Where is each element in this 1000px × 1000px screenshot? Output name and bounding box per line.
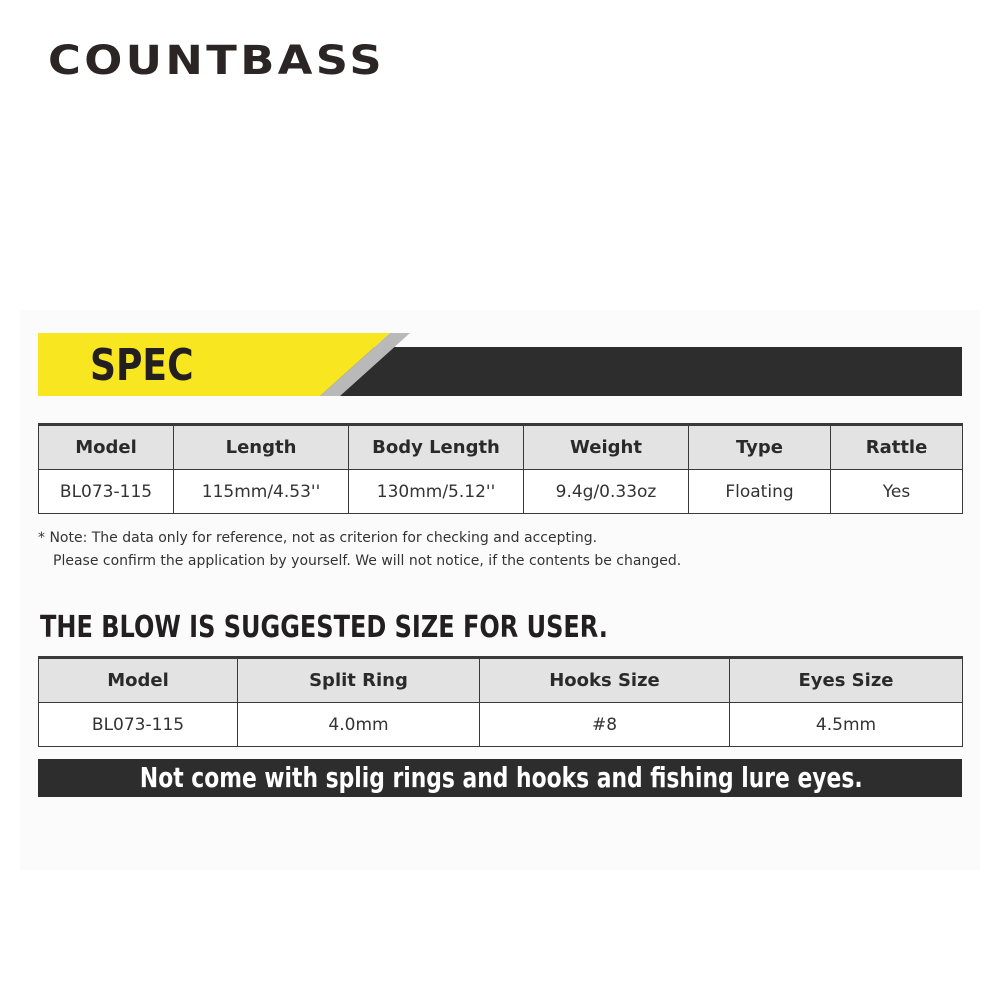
- spec-cell-type: Floating: [689, 470, 831, 514]
- table-row: [39, 470, 963, 514]
- size-header-eyes-size: Eyes Size: [730, 658, 963, 703]
- spec-cell-rattle: Yes: [831, 470, 963, 514]
- spec-header-length: Length: [174, 425, 349, 470]
- spec-table: [38, 423, 963, 514]
- spec-header-model: Model: [39, 425, 174, 470]
- spec-header-row: [39, 425, 963, 470]
- spec-header-weight: Weight: [524, 425, 689, 470]
- table-row: [39, 703, 963, 747]
- spec-cell-length: 115mm/4.53'': [174, 470, 349, 514]
- note-line-2: Please confirm the application by yourself. We will not notice, if the contents be changed.: [53, 553, 682, 569]
- size-cell-model: BL073-115: [39, 703, 238, 747]
- reference-note: [38, 527, 681, 573]
- spec-header-type: Type: [689, 425, 831, 470]
- size-cell-hooks-size: #8: [480, 703, 730, 747]
- spec-header-body-length: Body Length: [349, 425, 524, 470]
- size-cell-split-ring: 4.0mm: [238, 703, 480, 747]
- size-header-row: [39, 658, 963, 703]
- notice-bar: [38, 759, 962, 797]
- spec-cell-model: BL073-115: [39, 470, 174, 514]
- brand-logo: COUNTBASS: [48, 38, 385, 84]
- spec-cell-body-length: 130mm/5.12'': [349, 470, 524, 514]
- size-header-hooks-size: Hooks Size: [480, 658, 730, 703]
- spec-title: SPEC: [90, 340, 194, 391]
- spec-header-rattle: Rattle: [831, 425, 963, 470]
- suggested-size-title: THE BLOW IS SUGGESTED SIZE FOR USER.: [40, 610, 608, 645]
- spec-cell-weight: 9.4g/0.33oz: [524, 470, 689, 514]
- size-header-model: Model: [39, 658, 238, 703]
- suggested-size-table: [38, 656, 963, 747]
- size-header-split-ring: Split Ring: [238, 658, 480, 703]
- size-cell-eyes-size: 4.5mm: [730, 703, 963, 747]
- notice-text: Not come with splig rings and hooks and fishing lure eyes.: [139, 761, 863, 794]
- note-line-1: * Note: The data only for reference, not as criterion for checking and accepting.: [38, 530, 598, 546]
